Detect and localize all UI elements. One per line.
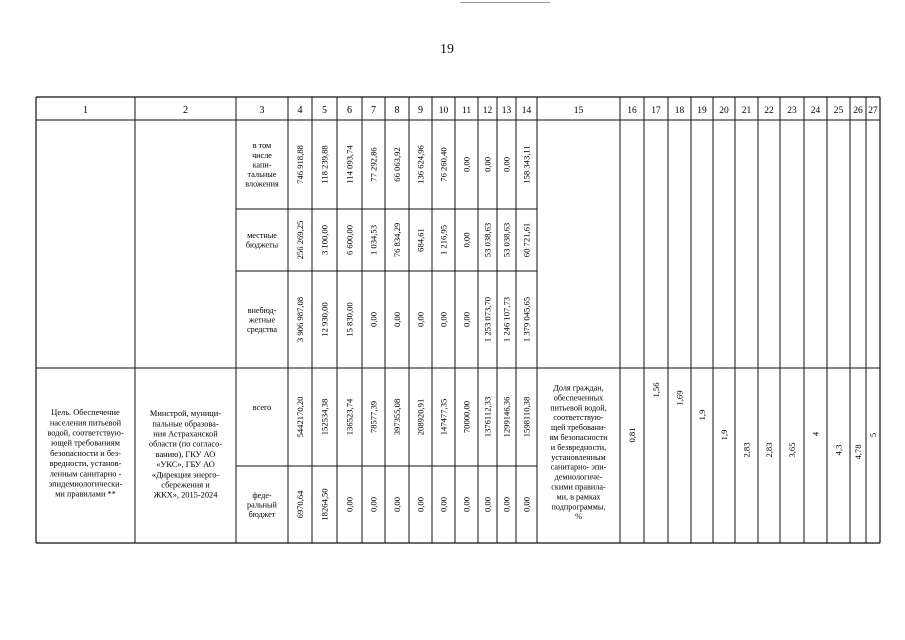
executor-text: области (по согласо- (148, 439, 223, 449)
funding-value: 0,00 (368, 311, 379, 328)
funding-value: 6970,64 (295, 490, 305, 519)
funding-value: 0,00 (438, 496, 449, 513)
funding-value: 53 038,63 (482, 222, 493, 258)
indicator-text: обеспеченных (553, 393, 604, 403)
funding-value: 746 918,88 (295, 145, 305, 184)
indicator-text: ми, в рамках (556, 492, 601, 502)
executor-text: «УКС», ГБУ АО (156, 460, 215, 470)
indicator-value: 1,9 (697, 409, 707, 421)
funding-value: 0,00 (415, 496, 426, 513)
funding-value: 397355,08 (392, 398, 402, 436)
funding-value: 0,00 (415, 311, 426, 328)
funding-value: 0,00 (392, 311, 402, 328)
column-number: 1 (83, 105, 88, 116)
column-number: 2 (183, 105, 188, 116)
indicator-value: 2,83 (741, 442, 752, 458)
funding-value: 15 830,00 (344, 302, 355, 337)
funding-value: 5442170,20 (295, 396, 305, 438)
column-number: 16 (627, 106, 637, 116)
funding-value: 6 600,00 (344, 224, 355, 256)
indicator-text: санитарно- эпи- (550, 462, 607, 472)
funding-value: 136 624,96 (415, 145, 426, 184)
funding-value: 77 292,86 (368, 147, 379, 182)
indicator-text: демиологиче- (554, 472, 603, 482)
funding-value: 0,00 (482, 156, 493, 173)
column-number: 26 (853, 106, 863, 116)
funding-value: 1299146,36 (501, 396, 512, 438)
executor-text: Минстрой, муници- (149, 409, 222, 419)
executor-text: пальные образова- (152, 419, 219, 429)
column-number: 13 (501, 106, 512, 116)
goal-text: водой, соответствую- (47, 428, 124, 438)
funding-value: 114 093,74 (344, 145, 355, 184)
funding-value: 76 260,40 (438, 147, 449, 182)
funding-value: 0,00 (368, 496, 379, 513)
funding-value: 60 721,61 (521, 222, 532, 258)
funding-source-label: местные (247, 231, 277, 241)
executor-text: ЖКХ», 2015-2024 (153, 490, 218, 500)
column-number: 8 (394, 105, 400, 116)
funding-source-label: средства (246, 324, 278, 334)
column-number: 6 (347, 105, 352, 116)
indicator-value: 1,69 (674, 390, 685, 406)
funding-value: 78577,39 (368, 400, 379, 434)
executor-text: ванию), ГКУ АО (155, 449, 216, 459)
indicator-text: и безвредности, (550, 442, 607, 452)
funding-value: 1598110,38 (521, 396, 532, 438)
funding-value: 66 063,92 (392, 147, 402, 182)
column-number: 3 (259, 105, 265, 116)
funding-value: 0,00 (461, 156, 472, 173)
indicator-text: ям безопасности (549, 433, 608, 443)
indicator-value: 5 (868, 432, 878, 438)
funding-value: 136523,74 (344, 398, 355, 436)
column-number: 4 (297, 105, 303, 116)
funding-value: 0,00 (392, 496, 402, 513)
funding-value: 1 034,53 (368, 224, 379, 256)
indicator-value: 1,56 (651, 382, 661, 398)
funding-source-label: феде- (252, 490, 272, 500)
column-number: 9 (418, 105, 423, 116)
funding-source-label: бюджет (248, 509, 276, 519)
column-number: 10 (438, 106, 449, 116)
funding-source-label: числе (252, 150, 272, 160)
funding-source-label: бюджеты (245, 240, 279, 250)
funding-value: 0,00 (438, 311, 449, 328)
indicator-value: 2,83 (764, 442, 774, 458)
indicator-text: % (575, 512, 582, 522)
funding-value: 0,00 (521, 496, 532, 513)
funding-value: 152534,38 (319, 398, 330, 436)
funding-value: 147477,35 (438, 398, 449, 436)
funding-value: 208920,91 (415, 398, 426, 436)
column-number: 27 (868, 106, 878, 116)
executor-text: «Дирекция энерго- (151, 470, 220, 480)
column-number: 11 (461, 106, 472, 116)
indicator-value: 4,3 (833, 444, 844, 456)
goal-text: населения питьевой (49, 418, 122, 428)
funding-value: 12 930,00 (319, 302, 330, 337)
column-number: 15 (573, 106, 584, 116)
column-number: 19 (697, 106, 707, 116)
column-number: 5 (322, 105, 327, 116)
column-number: 21 (741, 106, 752, 116)
goal-text: ленным санитарно - (49, 469, 122, 479)
goal-text: Цель. Обеспечение (51, 408, 120, 418)
funding-value: 1376112,33 (482, 396, 493, 438)
funding-source-label: капи- (252, 160, 272, 170)
funding-value: 0,00 (482, 496, 493, 513)
indicator-value: 4 (810, 431, 821, 437)
column-number: 18 (674, 106, 685, 116)
goal-text: эпидемиологически- (48, 479, 123, 489)
funding-value: 118 239,88 (319, 145, 330, 184)
funding-value: 70000,00 (461, 400, 472, 434)
funding-value: 0,00 (501, 156, 512, 173)
funding-value: 3 906 987,08 (295, 296, 305, 343)
indicator-value: 4,78 (853, 444, 863, 460)
funding-value: 1 216,95 (438, 224, 449, 256)
goal-text: ми правилами ** (55, 489, 116, 499)
indicator-text: установленным (551, 452, 606, 462)
funding-value: 1 246 107,73 (501, 296, 512, 343)
funding-value: 0,00 (501, 496, 512, 513)
column-number: 22 (764, 106, 774, 116)
funding-source-label: вложения (245, 179, 279, 189)
goal-text: ющей требованиям (51, 438, 120, 448)
funding-value: 158 343,11 (521, 145, 532, 184)
executor-text: сбережения и (161, 480, 210, 490)
goal-text: вредности, установ- (49, 459, 122, 469)
funding-source-label: внебюд- (247, 305, 277, 315)
funding-value: 3 100,00 (319, 224, 330, 256)
funding-value: 256 269,25 (295, 220, 305, 260)
column-number: 17 (651, 106, 661, 116)
indicator-value: 1,9 (719, 429, 729, 441)
funding-source-label: тальные (247, 169, 277, 179)
goal-text: безопасности и без- (50, 448, 121, 458)
funding-value: 53 038,63 (501, 222, 512, 258)
column-number: 20 (719, 106, 729, 116)
funding-source-label: всего (252, 402, 272, 412)
column-number: 12 (482, 106, 493, 116)
funding-value: 1 379 045,65 (521, 296, 532, 343)
funding-value: 684,61 (415, 228, 426, 252)
funding-value: 0,00 (461, 232, 472, 248)
indicator-text: Доля граждан, (553, 383, 604, 393)
funding-value: 18264,50 (319, 488, 330, 521)
column-number: 25 (833, 106, 844, 116)
funding-value: 0,00 (461, 496, 472, 513)
indicator-text: подпрограммы, (551, 502, 606, 512)
funding-value: 0,00 (344, 496, 355, 513)
indicator-text: соответствую- (553, 413, 604, 423)
page-number: 19 (440, 42, 454, 57)
funding-value: 1 253 073,70 (482, 296, 493, 343)
funding-source-label: в том (252, 141, 272, 151)
column-number: 14 (521, 106, 532, 116)
column-number: 23 (787, 106, 797, 116)
funding-value: 0,00 (461, 311, 472, 328)
executor-text: ния Астраханской (153, 429, 218, 439)
funding-source-label: ральный (247, 500, 277, 510)
funding-value: 76 834,29 (392, 222, 402, 258)
indicator-text: скими правила- (551, 482, 606, 492)
column-number: 7 (371, 105, 376, 116)
indicator-text: щей требовани- (551, 423, 606, 433)
indicator-text: питьевой водой, (550, 403, 607, 413)
indicator-value: 3,65 (787, 442, 797, 458)
indicator-value: 0,81 (627, 427, 637, 443)
funding-source-label: жетные (248, 315, 276, 325)
column-number: 24 (810, 106, 821, 116)
